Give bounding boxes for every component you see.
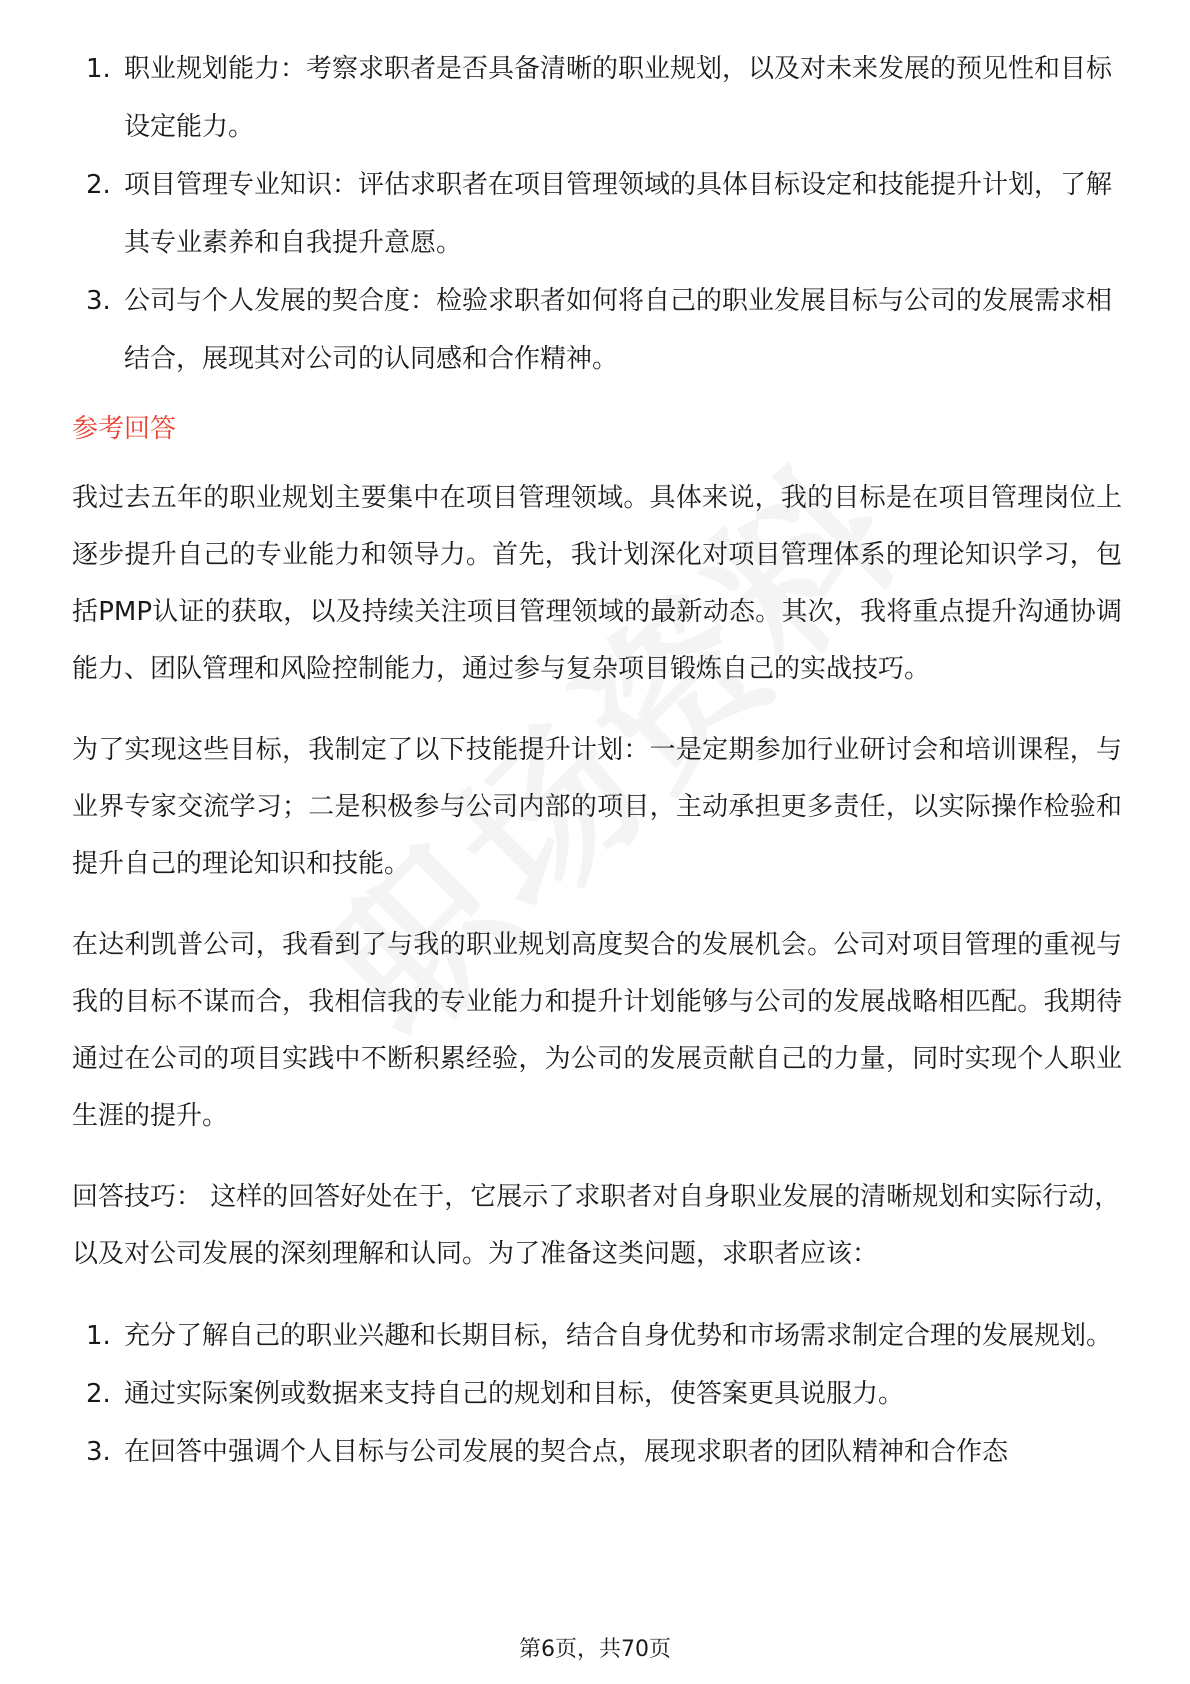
answer-tips: 回答技巧： 这样的回答好处在于，它展示了求职者对自身职业发展的清晰规划和实际行动，以及对公司发展的深刻理解和认同。为了准备这类问题，求职者应该： — [72, 1182, 1121, 1269]
list-item-text: 充分了解自己的职业兴趣和长期目标，结合自身优势和市场需求制定合理的发展规划。 — [124, 1321, 1113, 1351]
list-item-text: 职业规划能力：考察求职者是否具备清晰的职业规划，以及对未来发展的预见性和目标设定能力。 — [124, 54, 1113, 142]
list-item-number: 2. — [86, 170, 111, 200]
answer-paragraph: 在达利凯普公司，我看到了与我的职业规划高度契合的发展机会。公司对项目管理的重视与我的目标不谋而合，我相信我的专业能力和提升计划能够与公司的发展战略相匹配。我期待通过在公司的项目实践中不断积累经验，为公司的发展贡献自己的力量，同时实现个人职业生涯的提升。 — [72, 930, 1122, 1131]
list-item-number: 1. — [86, 54, 111, 84]
answer-paragraph: 我过去五年的职业规划主要集中在项目管理领域。具体来说，我的目标是在项目管理岗位上逐步提升自己的专业能力和领导力。首先，我计划深化对项目管理体系的理论知识学习，包括PMP认证的获取，以及持续关注项目管理领域的最新动态。其次，我将重点提升沟通协调能力、团队管理和风险控制能力，通过参与复杂项目锻炼自己的实战技巧。 — [72, 483, 1122, 684]
answer-paragraph: 为了实现这些目标，我制定了以下技能提升计划：一是定期参加行业研讨会和培训课程，与业界专家交流学习；二是积极参与公司内部的项目，主动承担更多责任，以实际操作检验和提升自己的理论知识和技能。 — [72, 735, 1122, 879]
list-item-number: 2. — [86, 1379, 111, 1409]
list-item — [72, 272, 1122, 388]
list-item — [72, 1365, 1122, 1423]
list-item-number: 3. — [86, 286, 111, 316]
list-item — [72, 1307, 1122, 1365]
section-title: 参考回答 — [72, 414, 177, 444]
list-item-text: 在回答中强调个人目标与公司发展的契合点，展现求职者的团队精神和合作态 — [124, 1437, 1009, 1467]
list-item-number: 1. — [86, 1321, 111, 1351]
list-item-text: 公司与个人发展的契合度：检验求职者如何将自己的职业发展目标与公司的发展需求相结合，展现其对公司的认同感和合作精神。 — [124, 286, 1113, 374]
tips-list — [72, 1307, 1122, 1481]
list-item — [72, 1423, 1122, 1481]
page-number-footer: 第6页，共70页 — [519, 1637, 671, 1662]
list-item-text: 项目管理专业知识：评估求职者在项目管理领域的具体目标设定和技能提升计划，了解其专业素养和自我提升意愿。 — [124, 170, 1113, 258]
page-content — [72, 40, 1122, 1481]
list-item — [72, 40, 1122, 156]
list-item-text: 通过实际案例或数据来支持自己的规划和目标，使答案更具说服力。 — [124, 1379, 905, 1409]
criteria-list — [72, 40, 1122, 388]
list-item-number: 3. — [86, 1437, 111, 1467]
list-item — [72, 156, 1122, 272]
